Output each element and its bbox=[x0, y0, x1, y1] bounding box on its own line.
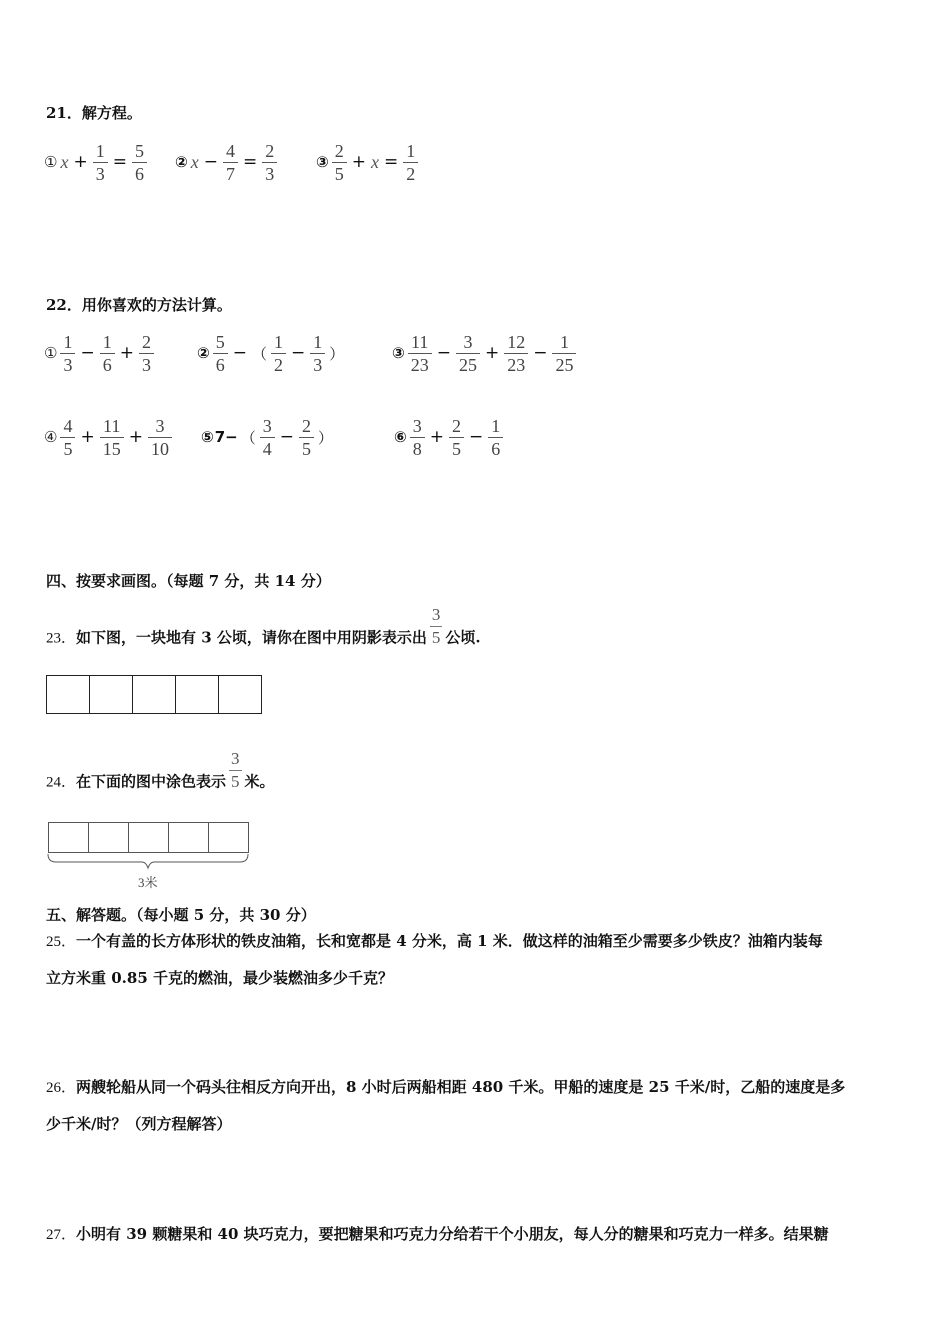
operator: − bbox=[279, 427, 294, 447]
fraction: $\frac{11}{23}$ bbox=[408, 333, 432, 374]
question-text: 如下图，一块地有 3 公顷，请你在图中用阴影表示出 bbox=[76, 628, 427, 647]
q22-expression-6 bbox=[394, 405, 505, 469]
grid-cell[interactable] bbox=[209, 823, 248, 852]
fraction: $\frac{1}{2}$ bbox=[403, 142, 418, 183]
q22-expression-4 bbox=[44, 405, 174, 469]
question-text: 一个有盖的长方体形状的铁皮油箱，长和宽都是 4 分米，高 1 米．做这样的油箱至少需要多少铁皮？油箱内装每 bbox=[76, 932, 823, 950]
fraction: $\frac{4}{7}$ bbox=[223, 142, 238, 183]
q26-line-2: 少千米/时？（列方程解答） bbox=[46, 1115, 232, 1133]
operator: + bbox=[80, 427, 95, 447]
question-number: 24． bbox=[46, 774, 77, 791]
left-paren: （ bbox=[240, 428, 256, 447]
question-text: 两艘轮船从同一个码头往相反方向开出，8 小时后两船相距 480 千米。甲船的速度是 25 千米/时，乙船的速度是多 bbox=[76, 1078, 846, 1096]
operator: − bbox=[468, 427, 484, 447]
fraction: $\frac{4}{5}$ bbox=[60, 417, 75, 458]
operator: − bbox=[203, 152, 218, 172]
question-text-end: 米。 bbox=[244, 772, 275, 791]
q26-line-1 bbox=[46, 1076, 845, 1097]
operator: + bbox=[73, 152, 88, 172]
operator: − bbox=[232, 343, 247, 363]
q24-brace bbox=[46, 852, 250, 872]
section-4-title: 四、按要求画图。（每题 7 分，共 14 分） bbox=[46, 572, 331, 590]
q25-line-1 bbox=[46, 930, 823, 951]
operator: − bbox=[290, 343, 306, 363]
marker: ① bbox=[44, 153, 58, 171]
q22-expression-2 bbox=[197, 321, 346, 385]
leading-term: 7− bbox=[214, 428, 238, 446]
question-number: 26． bbox=[46, 1080, 77, 1096]
fraction: $\frac{11}{15}$ bbox=[100, 417, 124, 458]
fraction: $\frac{12}{23}$ bbox=[504, 333, 528, 374]
right-paren: ） bbox=[329, 344, 345, 363]
grid-cell[interactable] bbox=[219, 676, 261, 713]
equals: = bbox=[242, 152, 258, 172]
q22-expression-1 bbox=[44, 321, 156, 385]
operator: + bbox=[128, 427, 143, 447]
fraction: $\frac{3}{8}$ bbox=[410, 417, 425, 458]
grid-cell[interactable] bbox=[176, 676, 219, 713]
q23-land-grid[interactable] bbox=[46, 675, 262, 714]
variable: x bbox=[370, 151, 379, 172]
q21-title: 21．解方程。 bbox=[46, 104, 142, 122]
operator: − bbox=[533, 343, 548, 363]
fraction: $\frac{2}{3}$ bbox=[139, 333, 154, 374]
grid-cell[interactable] bbox=[133, 676, 176, 713]
marker: ① bbox=[44, 344, 58, 362]
marker: ④ bbox=[44, 428, 58, 446]
fraction: $\frac{3}{25}$ bbox=[456, 333, 480, 374]
variable: x bbox=[190, 151, 199, 172]
q21-equation-3 bbox=[316, 130, 420, 194]
q24-brace-label: 3米 bbox=[138, 875, 158, 890]
grid-cell[interactable] bbox=[169, 823, 209, 852]
question-text: 在下面的图中涂色表示 bbox=[76, 772, 227, 791]
fraction: $\frac{3}{10}$ bbox=[148, 417, 172, 458]
right-paren: ） bbox=[317, 428, 333, 447]
fraction: $\frac{5}{6}$ bbox=[213, 333, 228, 374]
grid-cell[interactable] bbox=[90, 676, 133, 713]
fraction: $\frac{3}{5}$ bbox=[431, 605, 441, 647]
question-text-end: 公顷. bbox=[445, 628, 481, 647]
operator: − bbox=[436, 343, 451, 363]
marker: ⑥ bbox=[394, 428, 407, 446]
fraction: $\frac{2}{5}$ bbox=[299, 417, 314, 458]
fraction: $\frac{3}{5}$ bbox=[231, 749, 240, 791]
fraction: $\frac{2}{5}$ bbox=[449, 417, 464, 458]
q22-expression-5 bbox=[201, 405, 335, 469]
q21-equation-1 bbox=[44, 130, 149, 194]
q23-text bbox=[46, 605, 481, 659]
marker: ⑤ bbox=[201, 428, 214, 446]
grid-cell[interactable] bbox=[129, 823, 169, 852]
question-number: 27． bbox=[46, 1227, 77, 1243]
q25-line-2: 立方米重 0.85 千克的燃油，最少装燃油多少千克？ bbox=[46, 969, 393, 987]
marker: ② bbox=[197, 344, 210, 362]
operator: + bbox=[119, 343, 134, 363]
q27-line-1 bbox=[46, 1223, 829, 1244]
fraction: $\frac{1}{25}$ bbox=[552, 333, 576, 374]
q21-equation-2 bbox=[175, 130, 279, 194]
fraction: $\frac{1}{3}$ bbox=[60, 333, 75, 374]
fraction: $\frac{5}{6}$ bbox=[132, 142, 147, 183]
q22-title: 22．用你喜欢的方法计算。 bbox=[46, 296, 232, 314]
question-text: 小明有 39 颗糖果和 40 块巧克力，要把糖果和巧克力分给若干个小朋友，每人分的糖果和巧克力一样多。结果糖 bbox=[76, 1225, 829, 1243]
fraction: $\frac{3}{4}$ bbox=[260, 417, 275, 458]
question-number: 23． bbox=[46, 630, 77, 647]
operator: + bbox=[429, 427, 444, 447]
q24-meter-grid[interactable] bbox=[48, 822, 249, 853]
operator: − bbox=[80, 343, 95, 363]
question-number: 25． bbox=[46, 934, 77, 950]
q24-text bbox=[46, 749, 275, 803]
fraction: $\frac{2}{3}$ bbox=[262, 142, 277, 183]
left-paren: （ bbox=[251, 344, 267, 363]
equals: = bbox=[383, 152, 399, 172]
marker: ③ bbox=[392, 344, 405, 362]
fraction: $\frac{1}{3}$ bbox=[310, 333, 325, 374]
operator: + bbox=[484, 343, 500, 363]
equals: = bbox=[112, 152, 127, 172]
marker: ② bbox=[175, 153, 188, 171]
grid-cell[interactable] bbox=[49, 823, 89, 852]
marker: ③ bbox=[316, 153, 329, 171]
variable: x bbox=[60, 151, 69, 172]
q22-expression-3 bbox=[392, 321, 578, 385]
fraction: $\frac{2}{5}$ bbox=[332, 142, 347, 183]
grid-cell[interactable] bbox=[89, 823, 129, 852]
fraction: $\frac{1}{6}$ bbox=[100, 333, 115, 374]
operator: + bbox=[351, 152, 366, 172]
fraction: $\frac{1}{3}$ bbox=[93, 142, 108, 183]
grid-cell[interactable] bbox=[47, 676, 90, 713]
section-5-title: 五、解答题。（每小题 5 分，共 30 分） bbox=[46, 906, 316, 924]
fraction: $\frac{1}{2}$ bbox=[271, 333, 286, 374]
fraction: $\frac{1}{6}$ bbox=[488, 417, 503, 458]
